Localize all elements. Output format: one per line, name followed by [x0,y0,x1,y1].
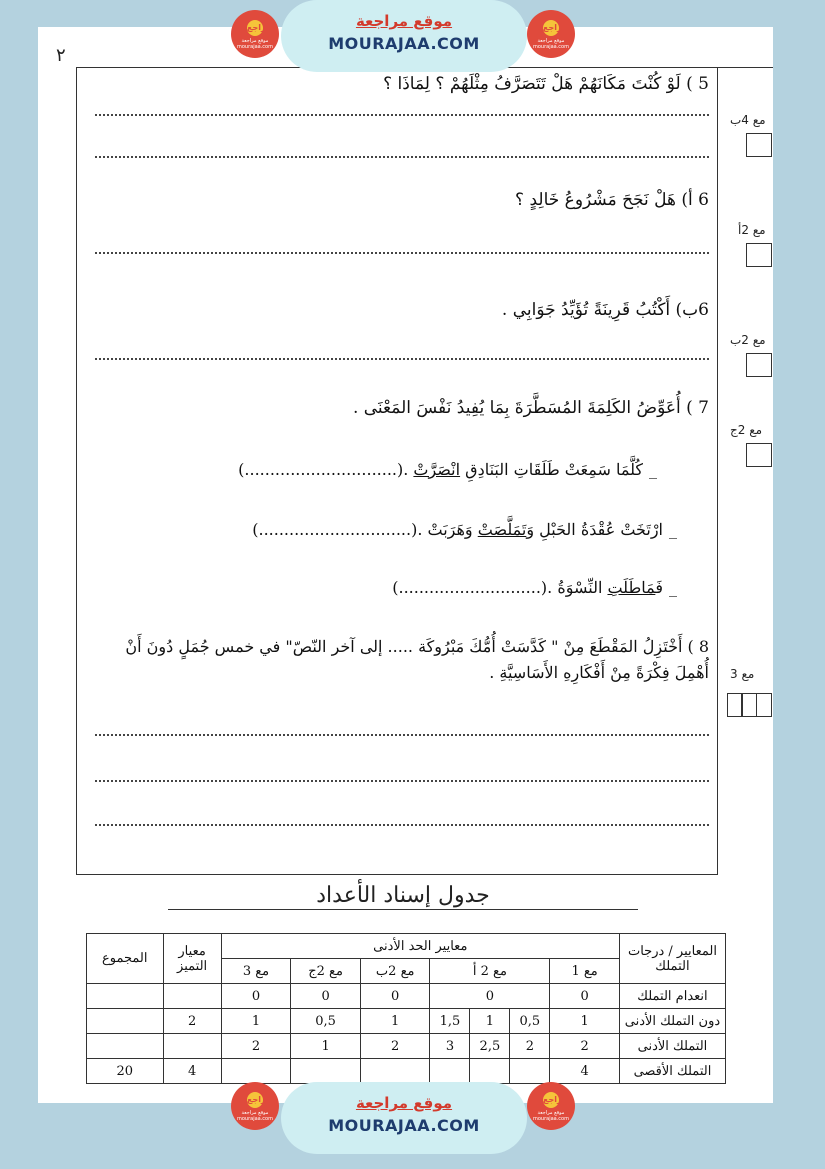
sub-header: مع 2ب [360,959,430,984]
score-cell: 0 [291,984,361,1009]
score-cell [221,1059,291,1084]
score-cell [430,1059,470,1084]
score-cell: 0 [430,984,550,1009]
score-cell [291,1059,361,1084]
watermark-latin: MOURAJAA.COM [328,34,480,53]
table-row [87,1009,726,1034]
watermark-latin: MOURAJAA.COM [328,1116,480,1135]
answer-line[interactable] [95,358,709,360]
score-cell: 1 [550,1009,620,1034]
watermark-arabic: موقع مراجعة [355,12,453,30]
score-box[interactable] [746,243,772,267]
score-cell [360,1059,430,1084]
header-min-criteria: معايير الحد الأدنى [221,934,619,959]
sub-header: مع 2ج [291,959,361,984]
answer-line[interactable] [95,114,709,116]
questions-frame [76,67,718,875]
score-cell [163,1034,221,1059]
exam-page [38,27,773,1103]
answer-line[interactable] [95,780,709,782]
score-cell: 2 [550,1034,620,1059]
answer-line[interactable] [95,734,709,736]
watermark-arabic: موقع مراجعة [355,1094,453,1112]
score-cell: 4 [163,1059,221,1084]
score-cell: 0,5 [291,1009,361,1034]
grading-margin [716,67,773,874]
criterion-label: مع 2ب [730,333,766,347]
logo-right-bottom: مراجع موقع مراجعة mourajaa.com [527,1082,575,1130]
table-row [87,984,726,1009]
score-cell: 0 [221,984,291,1009]
score-grid[interactable] [728,693,772,717]
header-levels: المعايير / درجات التملك [619,934,725,984]
total-cell: 20 [87,1059,164,1084]
level-cell: التملك الأدنى [619,1034,725,1059]
score-cell: 2 [360,1034,430,1059]
page-number: ٢ [56,45,66,66]
score-cell: 4 [550,1059,620,1084]
score-cell: 1,5 [430,1009,470,1034]
sub-header: مع 1 [550,959,620,984]
q7-item-3: _فَمَاطَلَتِ النِّسْوَةُ .(............................) [392,578,677,597]
score-cell: 1 [360,1009,430,1034]
sub-header: مع 2 أ [430,959,550,984]
score-cell: 2 [221,1034,291,1059]
answer-line[interactable] [95,156,709,158]
q7-item-2: _ارْتَخَتْ عُقْدَةُ الحَبْلِ وَتَمَلَّصَتْ وَهَرَبَتْ .(..............................) [252,520,677,539]
score-cell: 0 [550,984,620,1009]
score-cell: 0 [360,984,430,1009]
grading-table [86,933,726,1084]
level-cell: دون التملك الأدنى [619,1009,725,1034]
criterion-label: مع 2ج [730,423,763,437]
criterion-label: مع 3 [730,667,755,681]
title-underline [168,909,638,910]
level-cell: انعدام التملك [619,984,725,1009]
total-cell [87,984,164,1009]
score-box[interactable] [746,353,772,377]
score-cell: 0,5 [510,1009,550,1034]
table-row [87,1034,726,1059]
score-cell: 3 [430,1034,470,1059]
table-row [87,1059,726,1084]
logo-left-top: مراجع موقع مراجعة mourajaa.com [231,10,279,58]
total-cell [87,1034,164,1059]
question-5: 5 ) لَوْ كُنْتَ مَكَانَهُمْ هَلْ تَتَصَرَّفُ مِثْلَهُمْ ؟ لِمَاذَا ؟ [383,74,709,94]
answer-line[interactable] [95,252,709,254]
watermark-banner-top[interactable] [281,0,527,72]
score-cell: 1 [221,1009,291,1034]
score-cell: 2,5 [470,1034,510,1059]
criterion-label: مع 2أ [738,223,766,237]
watermark-banner-bottom[interactable] [281,1082,527,1154]
logo-right-top: مراجع موقع مراجعة mourajaa.com [527,10,575,58]
score-box[interactable] [746,443,772,467]
question-7: 7 ) أُعَوِّضُ الكَلِمَةَ المُسَطَّرَةَ بِمَا يُفِيدُ نَفْسَ المَعْنَى . [352,398,709,418]
level-cell: التملك الأقصى [619,1059,725,1084]
score-cell[interactable] [756,693,772,717]
score-cell: 1 [291,1034,361,1059]
grading-table-title: جدول إسناد الأعداد [316,883,490,908]
score-cell: 1 [470,1009,510,1034]
header-excellence: معيار التميز [163,934,221,984]
score-cell [163,984,221,1009]
score-box[interactable] [746,133,772,157]
score-cell: 2 [510,1034,550,1059]
sub-header: مع 3 [221,959,291,984]
score-cell [510,1059,550,1084]
total-cell [87,1009,164,1034]
score-cell [470,1059,510,1084]
question-6a: 6 أ) هَلْ نَجَحَ مَشْرُوعُ خَالِدٍ ؟ [515,190,709,210]
q7-item-1: _كُلَّمَا سَمِعَتْ طَلَقَاتِ البَنَادِقِ انْصَرَّتْ .(..............................) [238,460,657,479]
criterion-label: مع 4ب [730,113,766,127]
question-6b: 6ب) أَكْتُبُ قَرِينَةً تُؤَيِّدُ جَوَابِي . [501,300,709,320]
score-cell: 2 [163,1009,221,1034]
question-8: 8 ) أَخْتَزِلُ المَقْطَعَ مِنْ " كَدَّسَتْ أُمُّكَ مَبْرُوكَة ..... إلى آخر النّصّ" في خمس جُمَلٍ دُونَ أَنْ أُهْمِلَ فِكْرَةً مِنْ أَفْكَارِهِ الأَسَاسِيَّةِ . [125,637,709,682]
logo-left-bottom: مراجع موقع مراجعة mourajaa.com [231,1082,279,1130]
header-total: المجموع [87,934,164,984]
answer-line[interactable] [95,824,709,826]
